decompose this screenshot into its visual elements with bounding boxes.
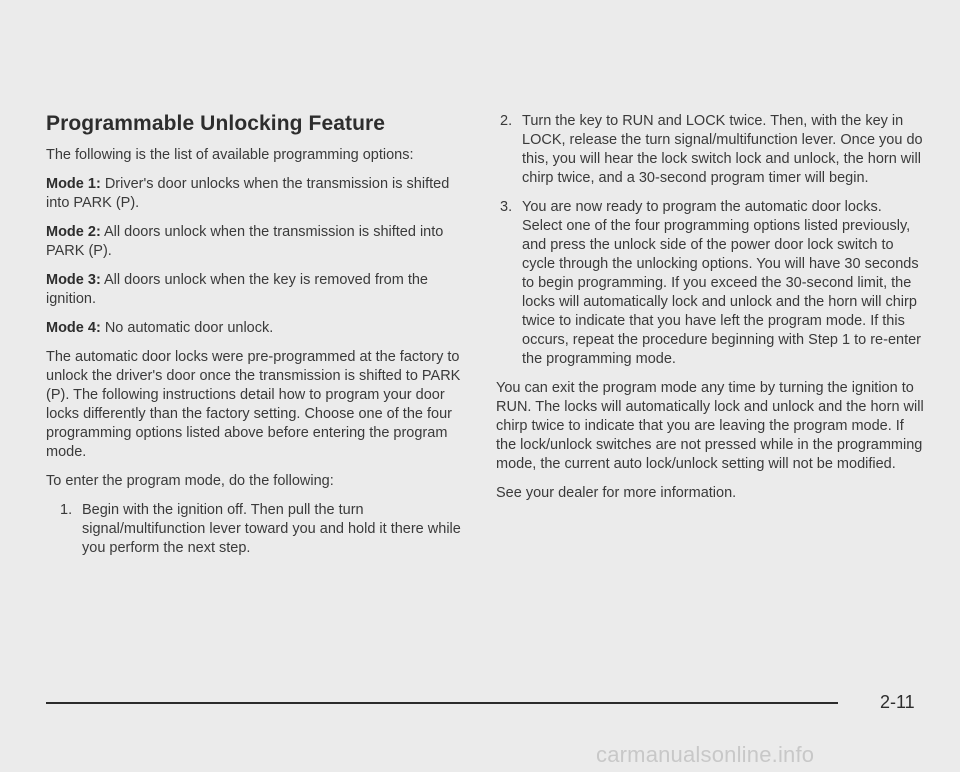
watermark-text: carmanualsonline.info: [596, 742, 815, 767]
section-heading: Programmable Unlocking Feature: [46, 112, 386, 135]
step-2-text: Turn the key to RUN and LOCK twice. Then, with the key in LOCK, release the turn signal/multifunction lever. Once you do this, you will hear the lock switch lock and unlock, the horn will chirp twice, and a 30-second program timer will begin.: [522, 113, 923, 186]
intro-paragraph: The following is the list of available programming options:: [46, 147, 414, 163]
right-column: [496, 112, 926, 513]
exit-paragraph: You can exit the program mode any time by turning the ignition to RUN. The locks will automatically lock and unlock and the horn will chirp twice to indicate that you are leaving the program mode. If the lock/unlock switches are not pressed while in the programming mode, the current auto lock/unlock setting will not be modified.: [496, 380, 924, 472]
left-column: [46, 112, 466, 568]
mode-3-text: All doors unlock when the key is removed from the ignition.: [46, 272, 428, 307]
mode-1-label: Mode 1:: [46, 176, 101, 192]
mode-1-text: Driver's door unlocks when the transmission is shifted into PARK (P).: [46, 176, 450, 211]
mode-4-item: [46, 319, 466, 338]
mode-4-text: No automatic door unlock.: [104, 320, 274, 336]
step-1: [46, 501, 466, 558]
step-2-number: 2.: [500, 113, 513, 129]
mode-3-label: Mode 3:: [46, 272, 101, 288]
step-1-text: Begin with the ignition off. Then pull the turn signal/multifunction lever toward you and hold it there while you perform the next step.: [82, 502, 461, 556]
step-3-text: You are now ready to program the automatic door locks. Select one of the four programming options listed previously, and press the unlock side of the power door lock switch to cycle through the unlocking options. You will have 30 seconds to begin programming. If you exceed the 30-second limit, the locks will automatically lock and unlock and the horn will chirp twice to indicate that you have left the program mode. If this occurs, repeat the procedure beginning with Step 1 to re-enter the programming mode.: [522, 199, 921, 367]
step-2: [496, 112, 926, 188]
preprogrammed-paragraph: The automatic door locks were pre-programmed at the factory to unlock the driver's door once the transmission is shifted to PARK (P). The following instructions detail how to program your door locks differently than the factory setting. Choose one of the four programming options listed above before entering the program mode.: [46, 349, 461, 460]
step-1-number: 1.: [60, 502, 73, 518]
mode-1-item: [46, 175, 466, 213]
page-number: 2-11: [880, 692, 915, 712]
step-3: [496, 198, 926, 369]
mode-3-item: [46, 271, 466, 309]
enter-intro-paragraph: To enter the program mode, do the following:: [46, 473, 334, 489]
mode-2-item: [46, 223, 466, 261]
mode-2-label: Mode 2:: [46, 224, 101, 240]
footer-rule: [46, 702, 838, 704]
step-3-number: 3.: [500, 199, 513, 215]
mode-2-text: All doors unlock when the transmission is shifted into PARK (P).: [46, 224, 444, 259]
mode-4-label: Mode 4:: [46, 320, 101, 336]
dealer-paragraph: See your dealer for more information.: [496, 485, 737, 501]
